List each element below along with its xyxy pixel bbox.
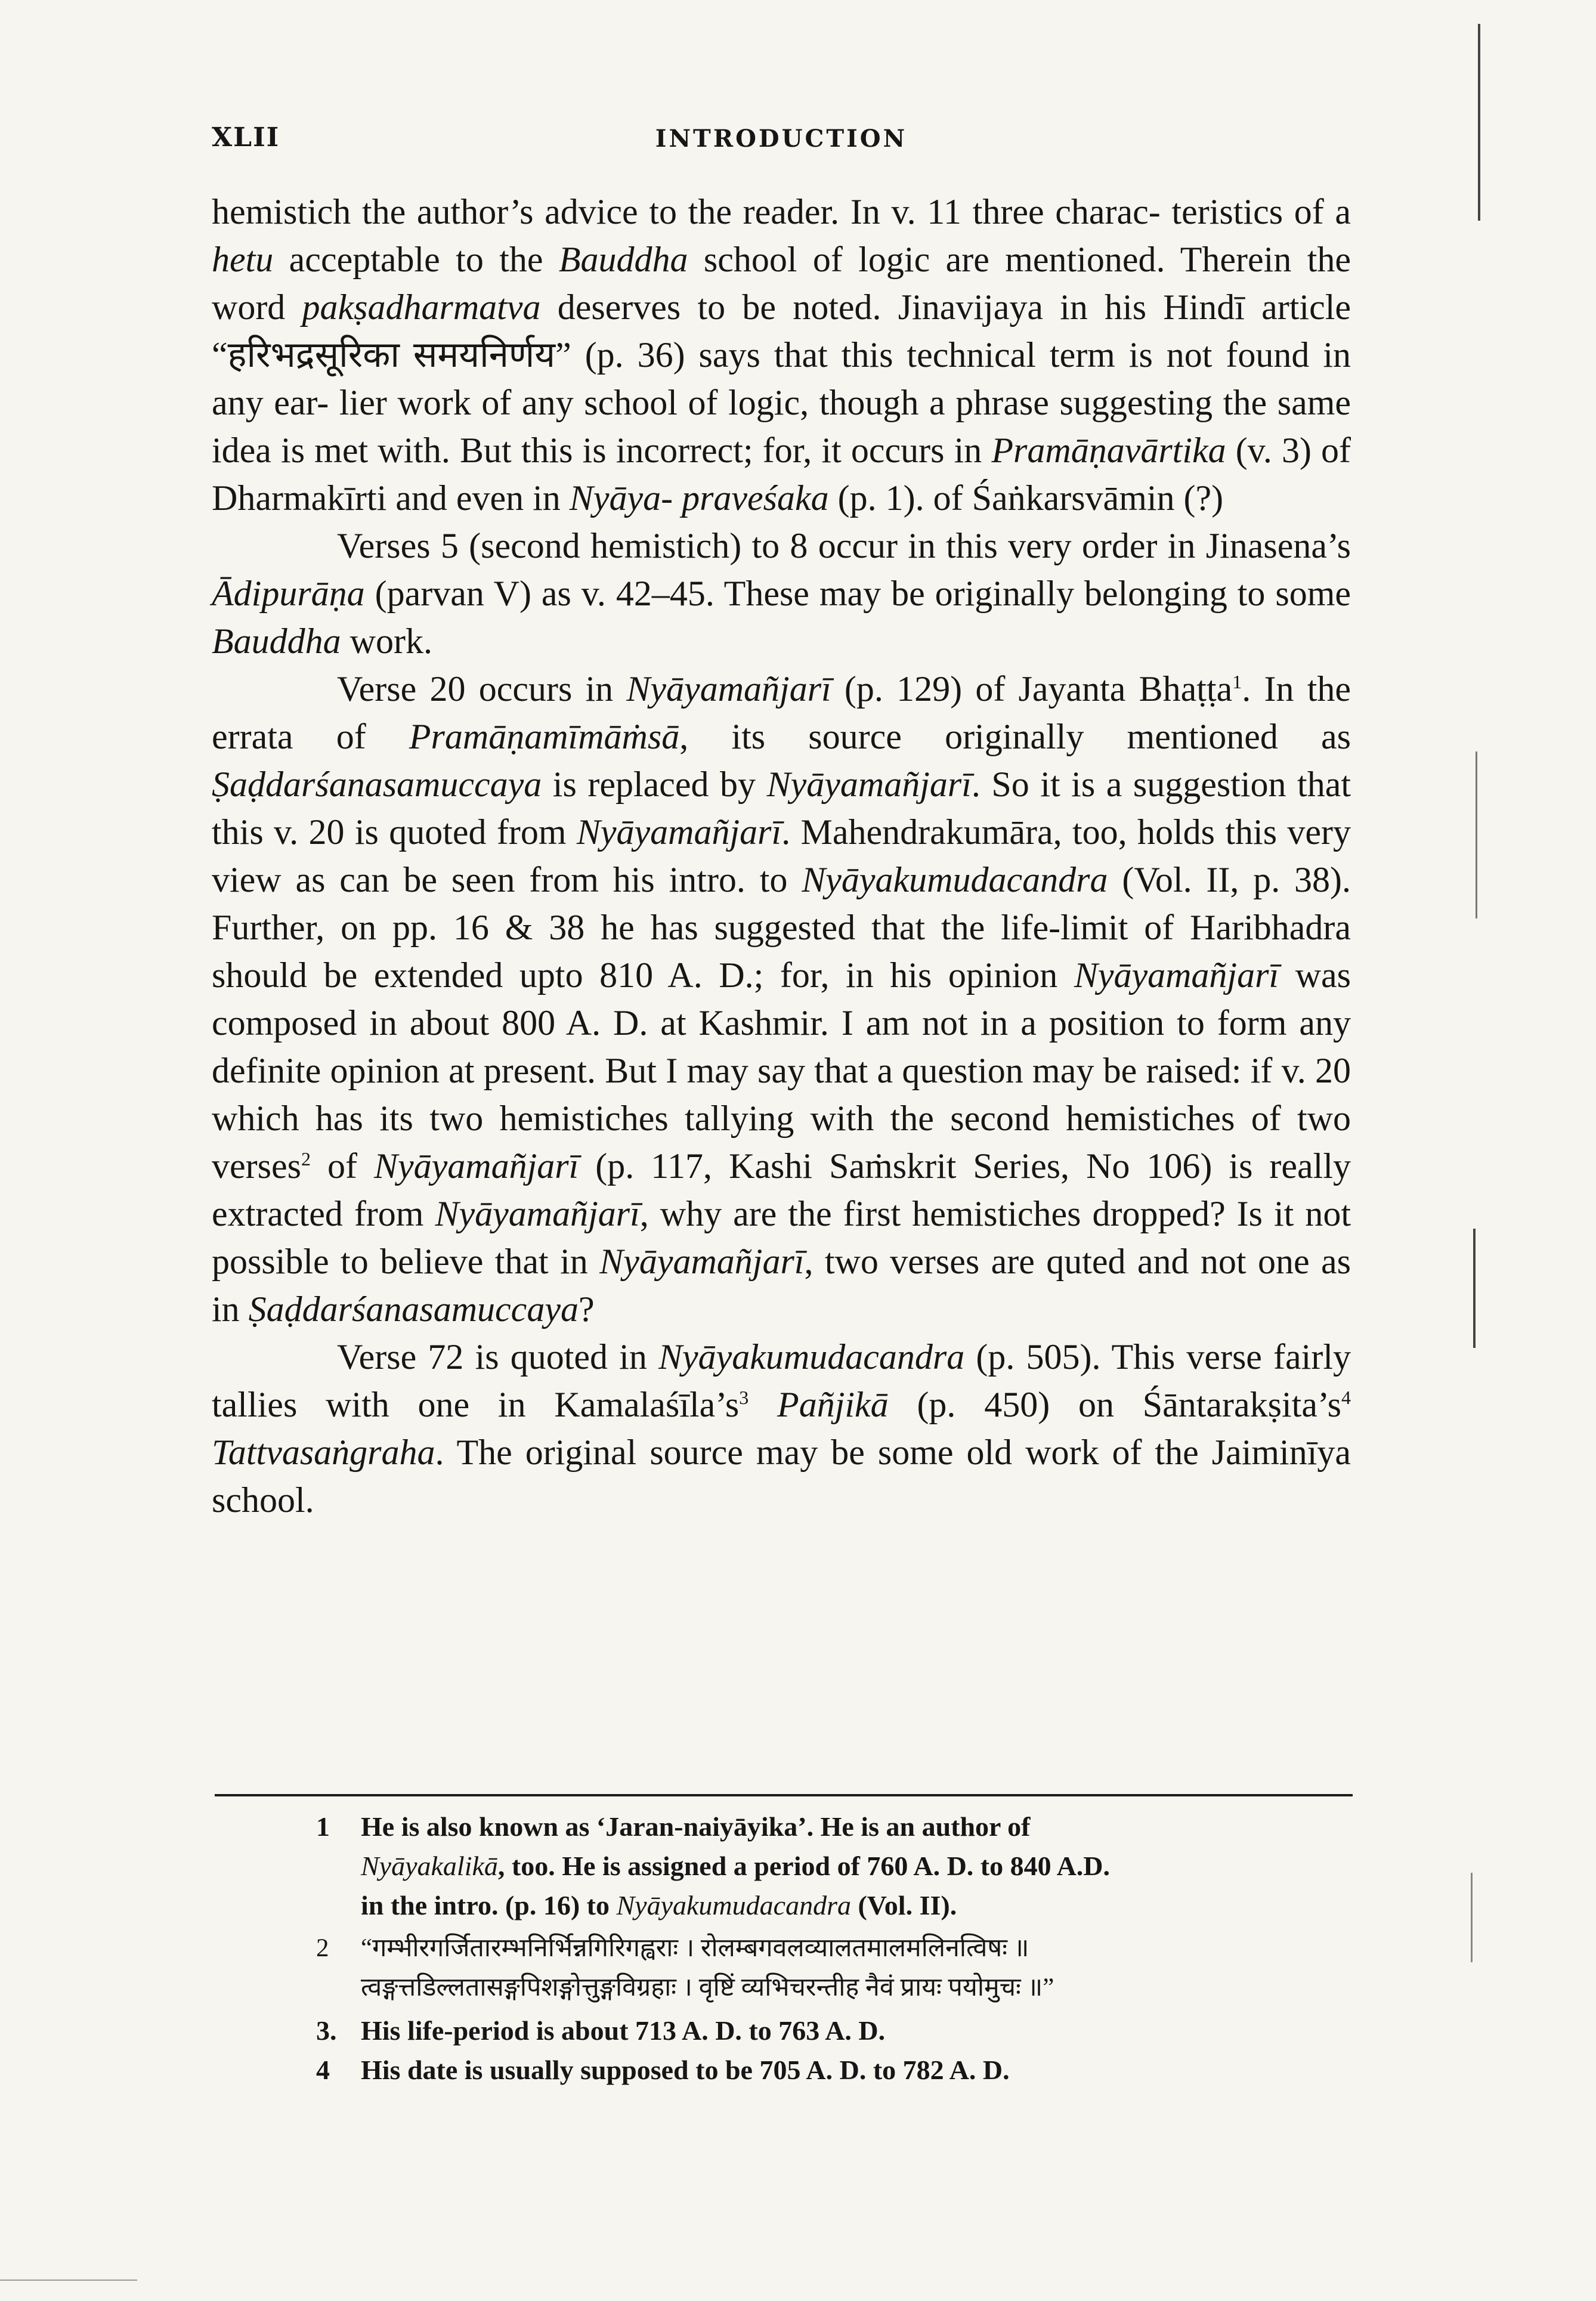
running-title: INTRODUCTION bbox=[655, 125, 908, 153]
footnotes bbox=[212, 1807, 1351, 2090]
footnote-ref-3: 3 bbox=[739, 1387, 749, 1408]
paragraph-2: Verses 5 (second hemistich) to 8 occur in this very order in Jinasena’s Ādipurāṇa (parvan V) as v. 42–45. These may be originally belonging to some Bauddha work. bbox=[212, 526, 1351, 661]
scan-edge-mark bbox=[0, 2280, 137, 2281]
footnote-ref-4: 4 bbox=[1341, 1387, 1351, 1408]
body-text bbox=[212, 188, 1351, 1524]
footnote-number: 2 bbox=[316, 1934, 329, 1962]
page-number: XLII bbox=[212, 122, 280, 153]
scan-edge-mark bbox=[1476, 751, 1477, 918]
footnote-ref-2: 2 bbox=[301, 1148, 311, 1170]
paragraph-3: Verse 20 occurs in Nyāyamañjarī (p. 129) of Jayanta Bhaṭṭa$^1$. In the errata of Pramāṇamīmāṁsā, its source originally mentioned as Ṣaḍdarśanasamuccaya is replaced by Nyāyamañjarī. So it is a suggestion that this v. 20 is quoted from Nyāyamañjarī. Mahendrakumāra, too, holds this very view as can be seen from his intro. to Nyāyakumudacandra (Vol. II, p. 38). Further, on pp. 16 & 38 he has suggested that the life-limit of Haribhadra should be extended upto 810 A. D.; for, in his opinion Nyāyamañjarī was composed in about 800 A. D. at Kashmir. I am not in a position to form any definite opinion at present. But I may say that a question may be raised: if v. 20 which has its two hemistiches tallying with the second hemistiches of two verses$^2$ of Nyāyamañjarī (p. 117, Kashi Saṁskrit Series, No 106) is really extracted from Nyāyamañjarī, why are the first hemistiches dropped? Is it not possible to believe that in Nyāyamañjarī, two verses are quted and not one as in Ṣaḍdarśanasamuccaya? bbox=[212, 669, 1351, 1329]
footnote-ref-1: 1 bbox=[1232, 671, 1242, 692]
footnote-number: 1 bbox=[316, 1811, 330, 1842]
footnote-number: 3. bbox=[316, 2015, 337, 2046]
page-header bbox=[212, 122, 1351, 164]
footnote-4: 4 His date is usually supposed to be 705 A. D. to 782 A. D. bbox=[212, 2051, 1351, 2090]
footnote-1: 1 He is also known as ‘Jaran-naiyāyika’. He is an author of Nyāyakalikā, too. He is assigned a period of 760 A. D. to 840 A.D. in the intro. (p. 16) to Nyāyakumudacandra (Vol. II). bbox=[212, 1807, 1351, 1925]
scan-edge-mark bbox=[1471, 1873, 1473, 1962]
footnote-2: 2 “गम्भीरगर्जितारम्भनिर्भिन्नगिरिगह्वराः । रोलम्बगवलव्यालतमालमलिनत्विषः ॥ त्वङ्गत्तडिल्लतासङ्गपिशङ्गोत्तुङ्गविग्रहाः । वृष्टिं व्यभिचरन्तीह नैवं प्रायः पयोमुचः ॥” bbox=[212, 1929, 1351, 2008]
footnote-number: 4 bbox=[316, 2055, 330, 2085]
paragraph-4: Verse 72 is quoted in Nyāyakumudacandra (p. 505). This verse fairly tallies with one in $Kamalaśīla’s^3$ Pañjikā (p. 450) on $Śāntarakṣita’s^4$ Tattvasaṅgraha. The original source may be some old work of the Jaiminīya school. bbox=[212, 1337, 1351, 1520]
paragraph-1: hemistich the author’s advice to the reader. In v. 11 three charac- teristics of a hetu acceptable to the Bauddha school of logic are mentioned. Therein the word pakṣadharmatva deserves to be noted. Jinavijaya in his Hindī article “हरिभद्रसूरिका समयनिर्णय” (p. 36) says that this technical term is not found in any ear- lier work of any school of logic, though a phrase suggesting the same idea is met with. But this is incorrect; for, it occurs in Pramāṇavārtika (v. 3) of Dharmakīrti and even in Nyāya- praveśaka (p. 1). of Śaṅkarsvāmin (?) bbox=[212, 192, 1351, 518]
scan-edge-mark bbox=[1478, 24, 1480, 221]
footnote-3: 3. His life-period is about 713 A. D. to 763 A. D. bbox=[212, 2011, 1351, 2051]
scan-edge-mark bbox=[1473, 1229, 1476, 1348]
footnote-divider bbox=[215, 1794, 1353, 1796]
